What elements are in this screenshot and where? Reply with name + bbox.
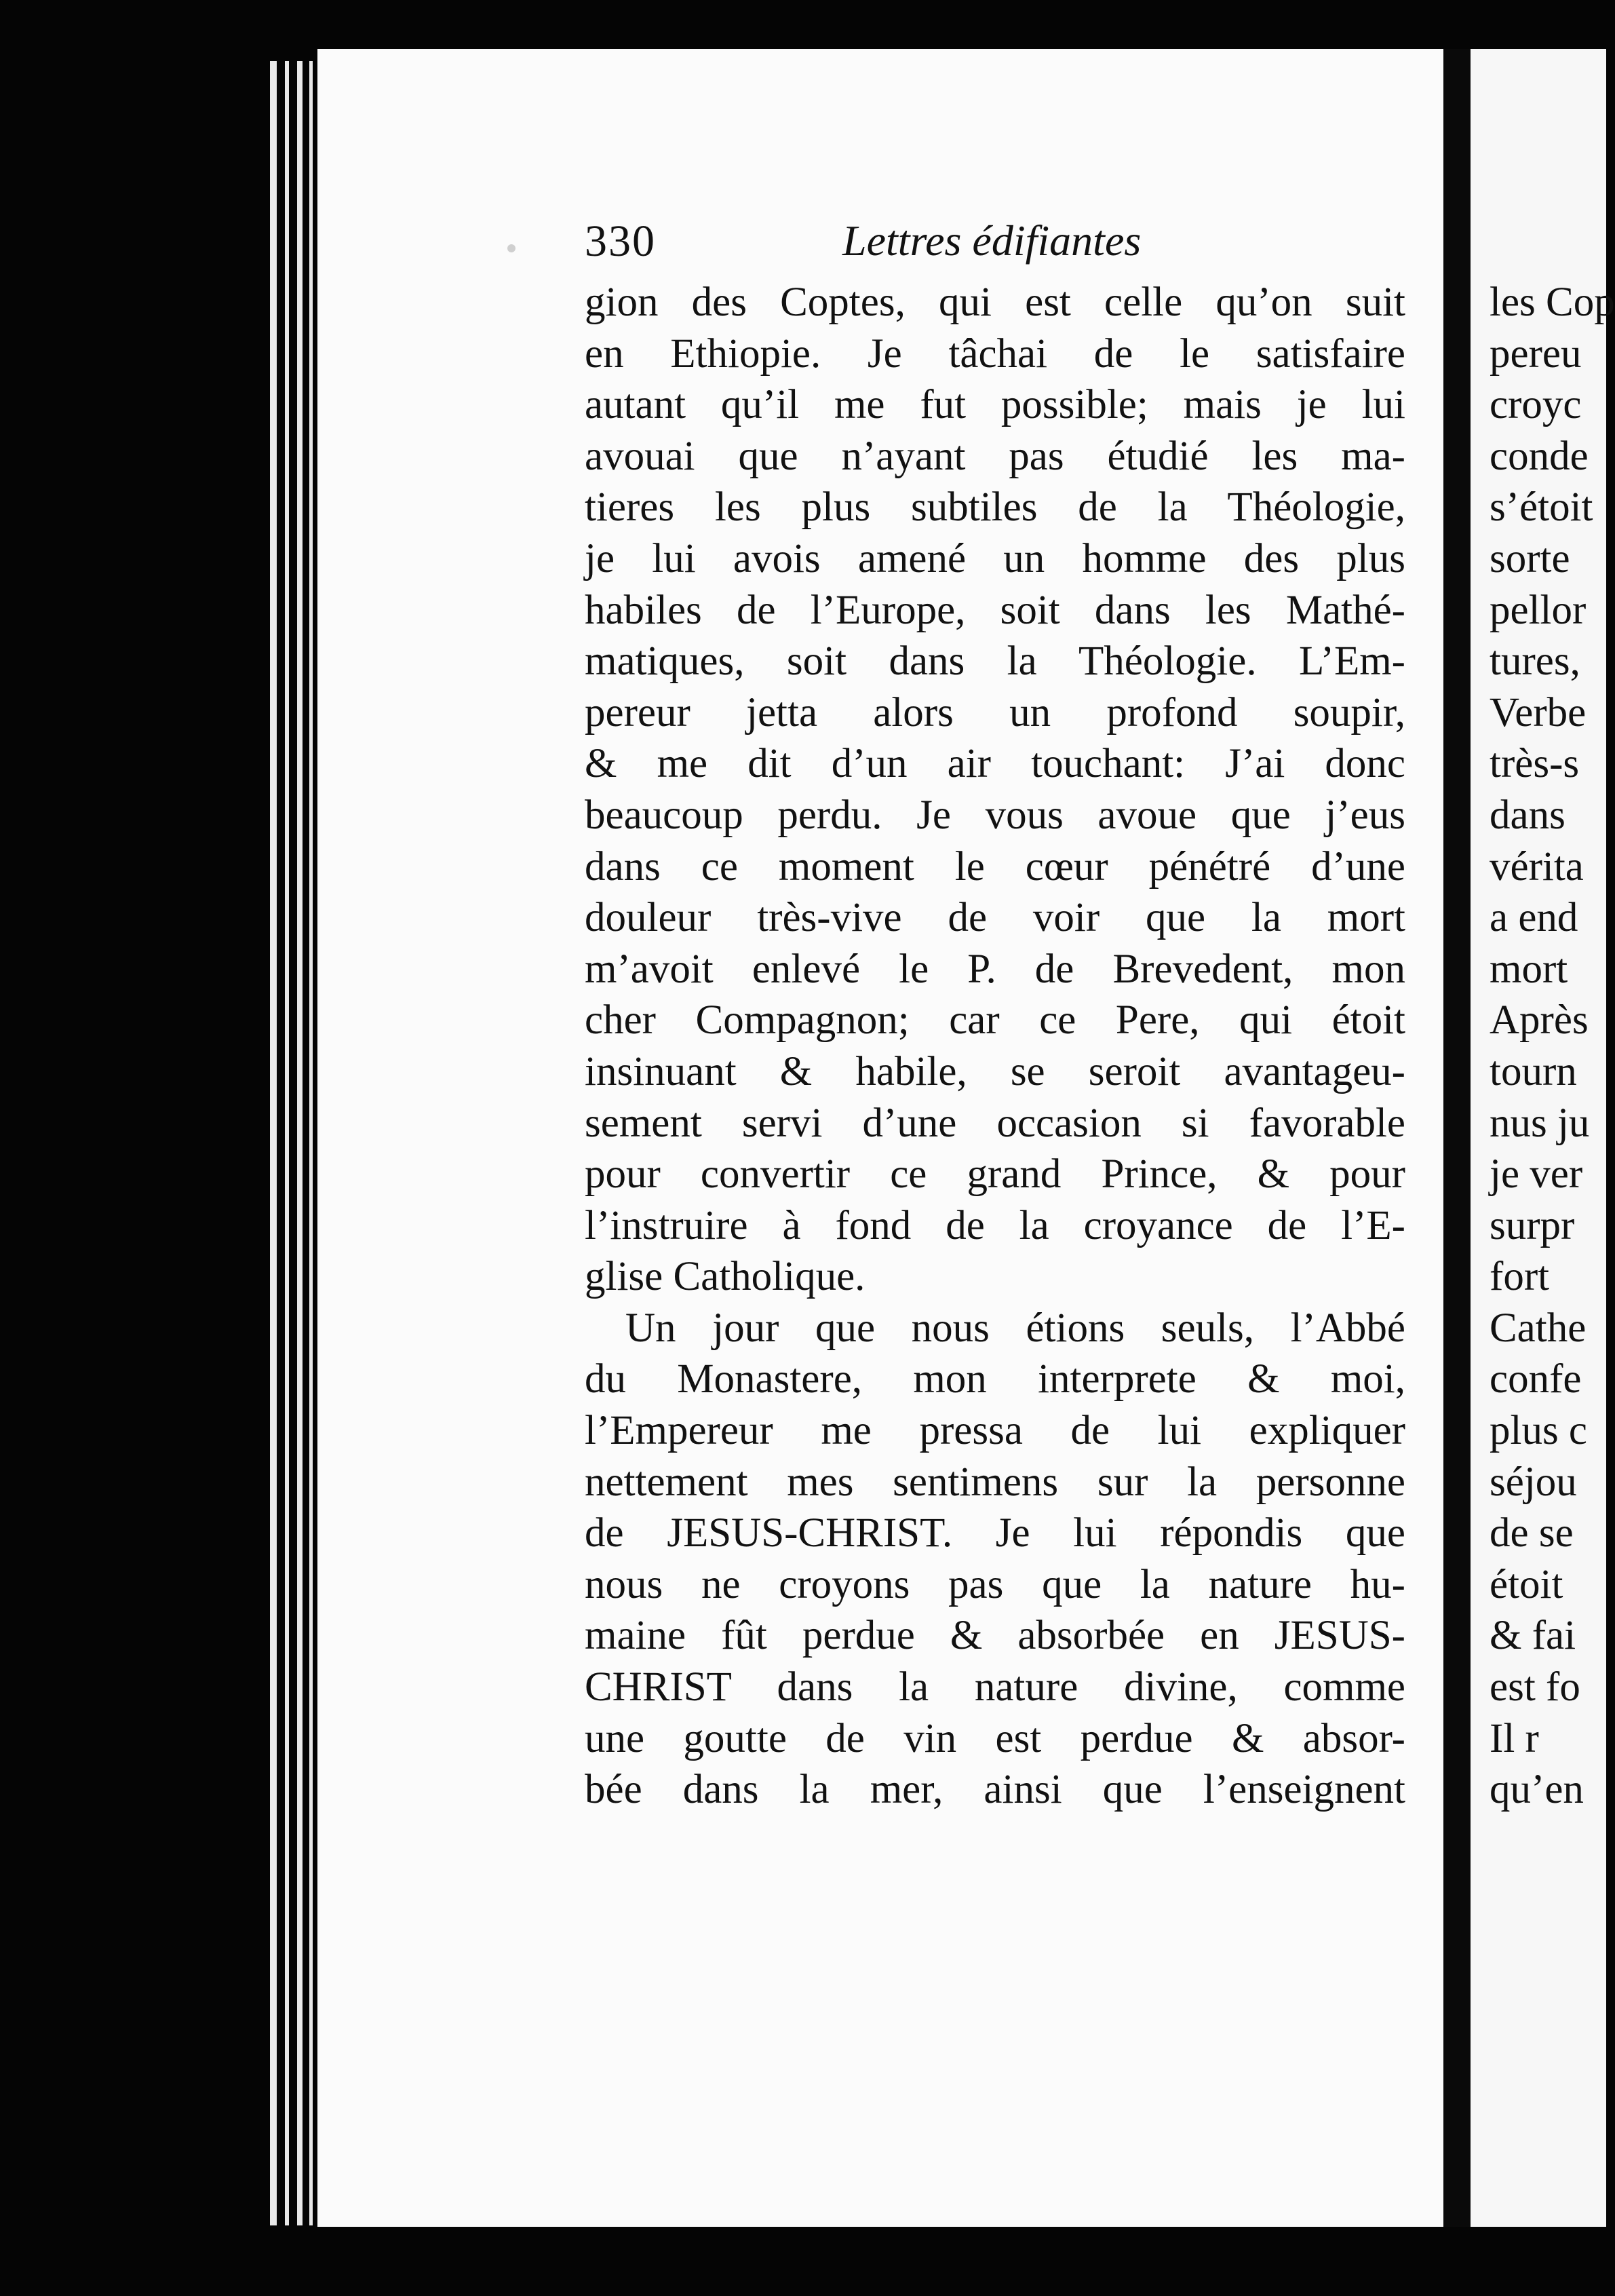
text-line: glise Catholique.: [585, 1254, 865, 1300]
facing-page-line: est fo: [1490, 1664, 1580, 1710]
text-line: dans ce moment le cœur pénétré d’une: [585, 843, 1405, 889]
text-line: nettement mes sentimens sur la personne: [585, 1459, 1405, 1505]
facing-page-line: mort: [1490, 946, 1568, 992]
facing-page-line: très-s: [1490, 741, 1580, 787]
text-line: je lui avois amené un homme des plus: [585, 535, 1405, 581]
text-line: habiles de l’Europe, soit dans les Mathé-: [585, 587, 1405, 633]
facing-page-line: Après: [1490, 997, 1589, 1044]
facing-page-line: Verbe: [1490, 689, 1587, 735]
facing-page-line: Cathe: [1490, 1305, 1587, 1351]
margin-mark: [507, 244, 515, 252]
facing-page-line: nus ju: [1490, 1100, 1590, 1146]
facing-page-line: tourn: [1490, 1048, 1577, 1094]
facing-page-line: séjou: [1490, 1459, 1577, 1505]
facing-page-line: étoit: [1490, 1561, 1563, 1607]
page-gutter: [1443, 49, 1471, 2227]
text-line: & me dit d’un air touchant: J’ai donc: [585, 741, 1405, 787]
text-line: tieres les plus subtiles de la Théologie,: [585, 484, 1405, 531]
facing-page-line: s’étoit: [1490, 484, 1593, 531]
facing-page-line: a end: [1490, 895, 1578, 941]
facing-page-line: de se: [1490, 1510, 1574, 1556]
text-line: sement servi d’une occasion si favorable: [585, 1100, 1405, 1146]
facing-page-line: croyc: [1490, 382, 1582, 428]
facing-page: [1471, 49, 1615, 2227]
page-body: [585, 277, 1405, 1816]
text-line: nous ne croyons pas que la nature hu-: [585, 1561, 1405, 1607]
facing-page-line: surpr: [1490, 1202, 1575, 1248]
facing-page-line: Il r: [1490, 1715, 1539, 1761]
facing-page-line: qu’en: [1490, 1767, 1584, 1813]
text-line: du Monastere, mon interprete & moi,: [585, 1356, 1405, 1402]
facing-page-line: pereu: [1490, 330, 1582, 377]
text-line: en Ethiopie. Je tâchai de le satisfaire: [585, 330, 1405, 377]
page-number: 330: [585, 216, 656, 266]
text-line: douleur très-vive de voir que la mort: [585, 895, 1405, 941]
facing-page-line: dans: [1490, 792, 1565, 838]
text-line: de JESUS-CHRIST. Je lui répondis que: [585, 1510, 1405, 1556]
text-line: pour convertir ce grand Prince, & pour: [585, 1151, 1405, 1198]
facing-page-line: vérita: [1490, 843, 1584, 889]
facing-page-line: je ver: [1490, 1151, 1583, 1198]
text-line: l’Empereur me pressa de lui expliquer: [585, 1408, 1405, 1454]
text-line: avouai que n’ayant pas étudié les ma-: [585, 433, 1405, 479]
facing-page-text: [1471, 277, 1615, 1816]
text-line: CHRIST dans la nature divine, comme: [585, 1664, 1405, 1710]
running-header: [585, 216, 1405, 270]
facing-page-line: plus c: [1490, 1408, 1588, 1454]
text-line: bée dans la mer, ainsi que l’enseignent: [585, 1767, 1405, 1813]
facing-page-line: les Cop: [1490, 280, 1615, 325]
text-line: insinuant & habile, se seroit avantageu-: [585, 1048, 1405, 1094]
facing-page-line: tures,: [1490, 638, 1580, 685]
text-line: une goutte de vin est perdue & absor-: [585, 1715, 1405, 1761]
text-line: cher Compagnon; car ce Pere, qui étoit: [585, 997, 1405, 1044]
facing-page-line: & fai: [1490, 1613, 1576, 1659]
text-line: gion des Coptes, qui est celle qu’on suit: [585, 280, 1405, 325]
text-line: pereur jetta alors un profond soupir,: [585, 689, 1405, 735]
facing-page-line: fort: [1490, 1254, 1550, 1300]
text-line: matiques, soit dans la Théologie. L’Em-: [585, 638, 1405, 685]
text-line: m’avoit enlevé le P. de Brevedent, mon: [585, 946, 1405, 992]
text-line: beaucoup perdu. Je vous avoue que j’eus: [585, 792, 1405, 838]
facing-page-line: confe: [1490, 1356, 1582, 1402]
text-line: maine fût perdue & absorbée en JESUS-: [585, 1613, 1405, 1659]
text-line: l’instruire à fond de la croyance de l’E-: [585, 1202, 1405, 1248]
text-line: autant qu’il me fut possible; mais je lui: [585, 382, 1405, 428]
facing-page-line: sorte: [1490, 535, 1570, 581]
facing-page-line: pellor: [1490, 587, 1587, 633]
paragraph-start-line: Un jour que nous étions seuls, l’Abbé: [625, 1305, 1405, 1351]
facing-page-line: conde: [1490, 433, 1589, 479]
running-title: Lettres édifiantes: [842, 216, 1142, 265]
